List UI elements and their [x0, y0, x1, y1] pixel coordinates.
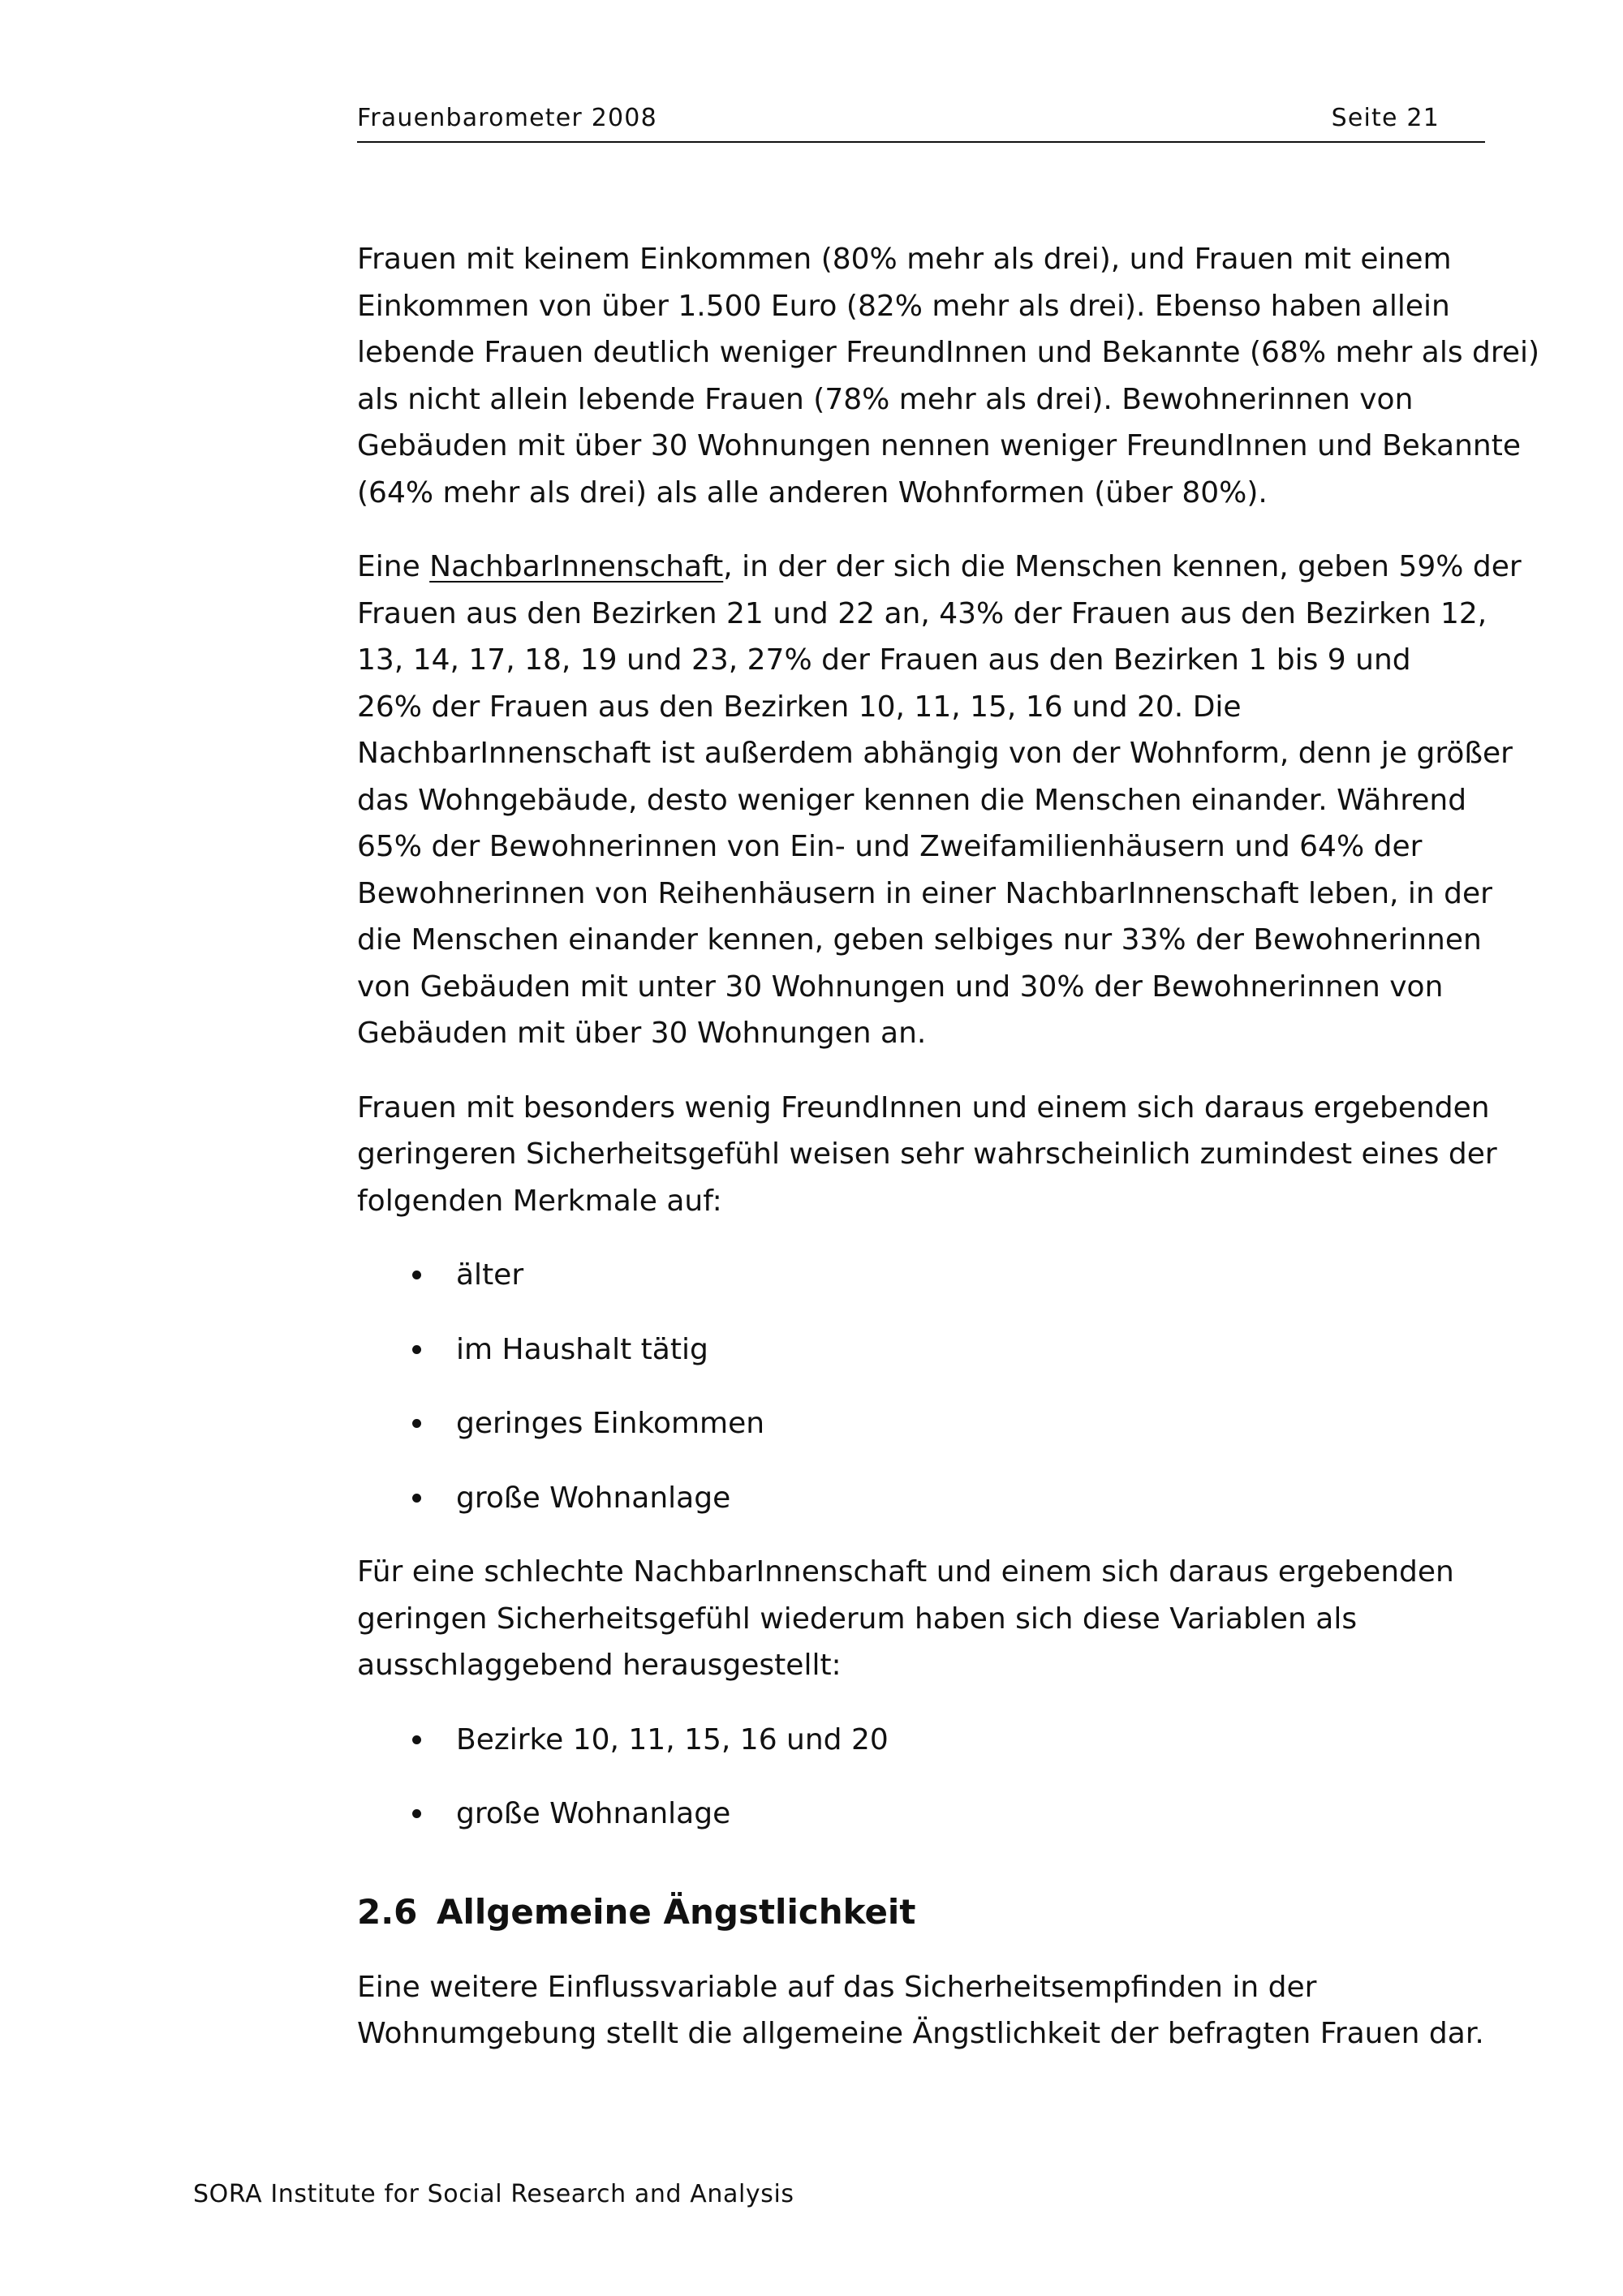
page-header [357, 102, 1485, 143]
paragraph-anxiety [357, 1964, 1493, 2057]
text-line: geringeren Sicherheitsgefühl weisen sehr wahrscheinlich zumindest eines der [357, 1137, 1497, 1171]
text-line: Frauen mit keinem Einkommen (80% mehr als drei), und Frauen mit einem [357, 243, 1452, 276]
bullet-icon [412, 1419, 421, 1428]
text-line: von Gebäuden mit unter 30 Wohnungen und 30% der Bewohnerinnen von [357, 970, 1444, 1004]
text-line: Wohnumgebung stellt die allgemeine Ängstlichkeit der befragten Frauen dar. [357, 2017, 1484, 2050]
text-line: (64% mehr als drei) als alle anderen Wohnformen (über 80%). [357, 475, 1268, 510]
text-line: Eine weitere Einflussvariable auf das Sicherheitsempfinden in der [357, 1970, 1317, 2004]
underlined-term: NachbarInnenschaft [429, 550, 724, 583]
paragraph-income [357, 236, 1540, 516]
page-number: Seite 21 [1331, 104, 1440, 132]
text-line: Frauen mit besonders wenig FreundInnen und einem sich daraus ergebenden [357, 1090, 1490, 1124]
text-line [357, 544, 1522, 591]
list-item [357, 1400, 1493, 1447]
section-title: Allgemeine Ängstlichkeit [437, 1891, 916, 1932]
section-number: 2.6 [357, 1891, 418, 1932]
document-title: Frauenbarometer 2008 [357, 104, 657, 132]
text-line: Einkommen von über 1.500 Euro (82% mehr als drei). Ebenso haben allein [357, 289, 1450, 323]
bullet-list-variables [357, 1717, 1493, 1838]
bullet-icon [412, 1809, 421, 1818]
list-item [357, 1326, 1493, 1374]
text-line: 65% der Bewohnerinnen von Ein- und Zweifamilienhäusern und 64% der [357, 830, 1423, 863]
list-item [357, 1791, 1493, 1838]
text-line: Frauen aus den Bezirken 21 und 22 an, 43% der Frauen aus den Bezirken 12, [357, 596, 1487, 630]
text-line: Gebäuden mit über 30 Wohnungen an. [357, 1017, 927, 1050]
text-line: als nicht allein lebende Frauen (78% mehr als drei). Bewohnerinnen von [357, 382, 1414, 416]
list-item-label: geringes Einkommen [456, 1407, 765, 1440]
bullet-icon [412, 1345, 421, 1354]
text-line: geringen Sicherheitsgefühl wiederum haben sich diese Variablen als [357, 1602, 1358, 1636]
paragraph-friends-features [357, 1085, 1497, 1225]
paragraph-bad-neighbourhood [357, 1549, 1493, 1689]
text-line: Gebäuden mit über 30 Wohnungen nennen weniger FreundInnen und Bekannte [357, 429, 1522, 462]
text-segment: Eine [357, 550, 430, 583]
bullet-list-features [357, 1252, 1493, 1521]
bullet-icon [412, 1494, 421, 1503]
text-line: die Menschen einander kennen, geben selbiges nur 33% der Bewohnerinnen [357, 923, 1482, 957]
text-line: 26% der Frauen aus den Bezirken 10, 11, 15, 16 und 20. Die [357, 690, 1242, 724]
text-line: ausschlaggebend herausgestellt: [357, 1649, 842, 1682]
text-line: 13, 14, 17, 18, 19 und 23, 27% der Frauen aus den Bezirken 1 bis 9 und [357, 643, 1411, 677]
page-footer: SORA Institute for Social Research and Analysis [193, 2180, 794, 2208]
list-item-label: Bezirke 10, 11, 15, 16 und 20 [456, 1722, 889, 1756]
text-line: folgenden Merkmale auf: [357, 1184, 722, 1218]
list-item-label: älter [456, 1258, 524, 1292]
bullet-icon [412, 1271, 421, 1279]
text-line: lebende Frauen deutlich weniger FreundInnen und Bekannte (68% mehr als drei) [357, 336, 1540, 369]
text-line: NachbarInnenschaft ist außerdem abhängig von der Wohnform, denn je größer [357, 737, 1513, 770]
text-line: das Wohngebäude, desto weniger kennen die Menschen einander. Während [357, 783, 1467, 817]
paragraph-neighbourhood [357, 544, 1522, 1057]
text-line: Für eine schlechte NachbarInnenschaft und einem sich daraus ergebenden [357, 1555, 1454, 1589]
list-item [357, 1475, 1493, 1522]
list-item-label: im Haushalt tätig [456, 1332, 708, 1366]
text-line: Bewohnerinnen von Reihenhäusern in einer NachbarInnenschaft leben, in der [357, 876, 1492, 910]
list-item-label: große Wohnanlage [456, 1797, 731, 1830]
main-content [357, 236, 1540, 2085]
text-segment: , in der der sich die Menschen kennen, geben 59% der [723, 550, 1522, 583]
bullet-icon [412, 1735, 421, 1744]
list-item-label: große Wohnanlage [456, 1481, 731, 1515]
list-item [357, 1252, 1493, 1299]
section-heading [357, 1888, 1493, 1937]
list-item [357, 1717, 1493, 1764]
